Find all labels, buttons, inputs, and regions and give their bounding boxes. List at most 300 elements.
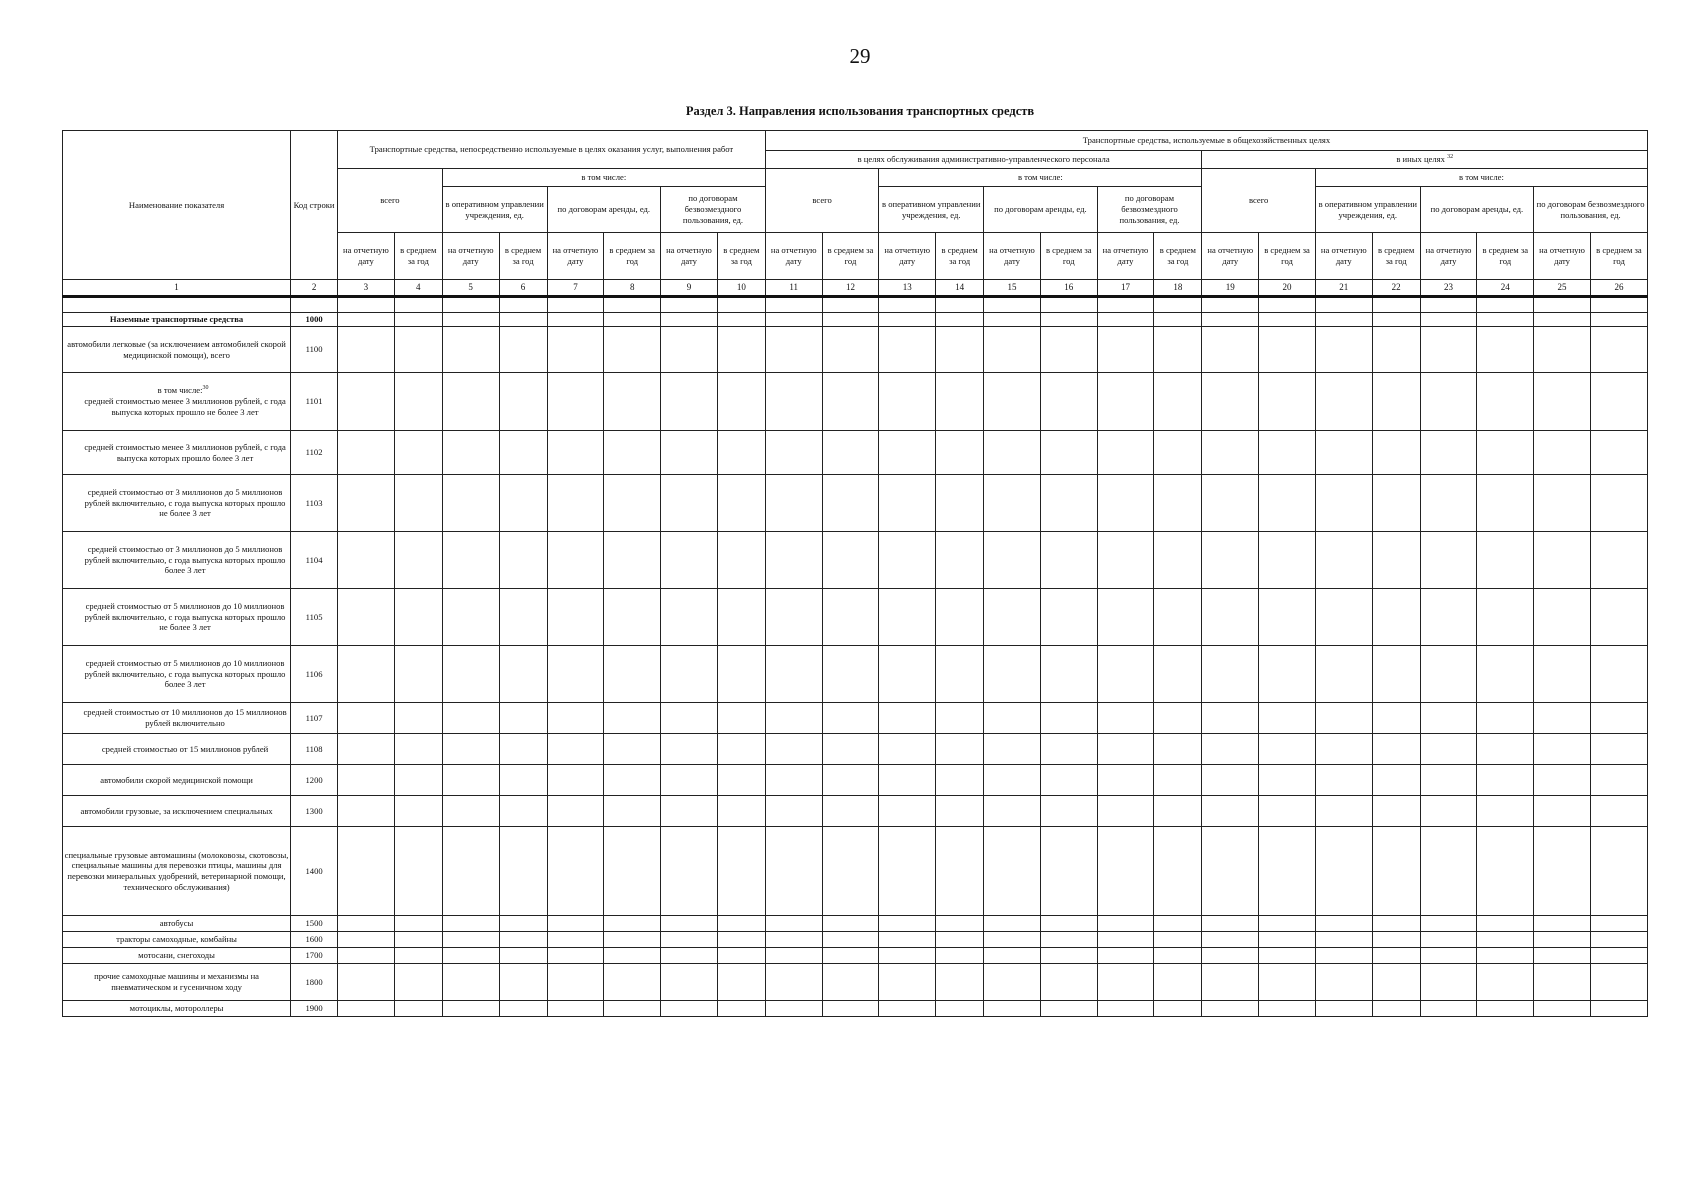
value-cell[interactable] — [1420, 765, 1477, 796]
value-cell[interactable] — [1477, 932, 1534, 948]
value-cell[interactable] — [1315, 327, 1372, 373]
value-cell[interactable] — [1097, 916, 1154, 932]
value-cell[interactable] — [765, 827, 822, 916]
value-cell[interactable] — [879, 703, 936, 734]
value-cell[interactable] — [1040, 734, 1097, 765]
value-cell[interactable] — [661, 703, 718, 734]
value-cell[interactable] — [765, 373, 822, 431]
value-cell[interactable] — [765, 932, 822, 948]
value-cell[interactable] — [1477, 646, 1534, 703]
value-cell[interactable] — [1477, 796, 1534, 827]
value-cell[interactable] — [765, 327, 822, 373]
value-cell[interactable] — [984, 734, 1041, 765]
value-cell[interactable] — [822, 646, 879, 703]
value-cell[interactable] — [338, 646, 395, 703]
value-cell[interactable] — [394, 373, 442, 431]
value-cell[interactable] — [338, 948, 395, 964]
value-cell[interactable] — [984, 589, 1041, 646]
value-cell[interactable] — [499, 827, 547, 916]
value-cell[interactable] — [1420, 1001, 1477, 1017]
value-cell[interactable] — [879, 916, 936, 932]
value-cell[interactable] — [499, 431, 547, 475]
value-cell[interactable] — [984, 1001, 1041, 1017]
value-cell[interactable] — [394, 703, 442, 734]
value-cell[interactable] — [1202, 1001, 1259, 1017]
value-cell[interactable] — [1259, 734, 1316, 765]
value-cell[interactable] — [394, 827, 442, 916]
value-cell[interactable] — [499, 1001, 547, 1017]
value-cell[interactable] — [1372, 373, 1420, 431]
value-cell[interactable] — [1420, 313, 1477, 327]
value-cell[interactable] — [822, 932, 879, 948]
value-cell[interactable] — [1097, 1001, 1154, 1017]
value-cell[interactable] — [604, 532, 661, 589]
value-cell[interactable] — [1097, 532, 1154, 589]
value-cell[interactable] — [1097, 589, 1154, 646]
value-cell[interactable] — [1534, 964, 1591, 1001]
value-cell[interactable] — [1590, 475, 1647, 532]
value-cell[interactable] — [984, 313, 1041, 327]
value-cell[interactable] — [338, 916, 395, 932]
value-cell[interactable] — [984, 796, 1041, 827]
value-cell[interactable] — [604, 703, 661, 734]
value-cell[interactable] — [1477, 532, 1534, 589]
value-cell[interactable] — [442, 932, 499, 948]
value-cell[interactable] — [984, 948, 1041, 964]
value-cell[interactable] — [1372, 532, 1420, 589]
value-cell[interactable] — [661, 1001, 718, 1017]
value-cell[interactable] — [1534, 532, 1591, 589]
value-cell[interactable] — [1097, 703, 1154, 734]
value-cell[interactable] — [1202, 475, 1259, 532]
value-cell[interactable] — [499, 313, 547, 327]
value-cell[interactable] — [394, 475, 442, 532]
value-cell[interactable] — [1590, 313, 1647, 327]
value-cell[interactable] — [936, 964, 984, 1001]
value-cell[interactable] — [338, 827, 395, 916]
value-cell[interactable] — [499, 327, 547, 373]
value-cell[interactable] — [879, 313, 936, 327]
value-cell[interactable] — [661, 827, 718, 916]
value-cell[interactable] — [822, 964, 879, 1001]
value-cell[interactable] — [822, 373, 879, 431]
value-cell[interactable] — [717, 703, 765, 734]
value-cell[interactable] — [547, 589, 604, 646]
value-cell[interactable] — [394, 765, 442, 796]
value-cell[interactable] — [765, 313, 822, 327]
value-cell[interactable] — [1420, 703, 1477, 734]
value-cell[interactable] — [1097, 327, 1154, 373]
value-cell[interactable] — [1590, 964, 1647, 1001]
value-cell[interactable] — [1040, 916, 1097, 932]
value-cell[interactable] — [547, 827, 604, 916]
value-cell[interactable] — [984, 373, 1041, 431]
value-cell[interactable] — [1590, 734, 1647, 765]
value-cell[interactable] — [1534, 703, 1591, 734]
value-cell[interactable] — [394, 646, 442, 703]
value-cell[interactable] — [1154, 932, 1202, 948]
value-cell[interactable] — [879, 827, 936, 916]
value-cell[interactable] — [1040, 646, 1097, 703]
value-cell[interactable] — [1040, 932, 1097, 948]
value-cell[interactable] — [1590, 589, 1647, 646]
value-cell[interactable] — [1590, 796, 1647, 827]
value-cell[interactable] — [1040, 475, 1097, 532]
value-cell[interactable] — [879, 431, 936, 475]
value-cell[interactable] — [1477, 703, 1534, 734]
value-cell[interactable] — [765, 589, 822, 646]
value-cell[interactable] — [1259, 1001, 1316, 1017]
value-cell[interactable] — [1202, 327, 1259, 373]
value-cell[interactable] — [1259, 964, 1316, 1001]
value-cell[interactable] — [822, 327, 879, 373]
value-cell[interactable] — [1154, 734, 1202, 765]
value-cell[interactable] — [765, 1001, 822, 1017]
value-cell[interactable] — [1315, 734, 1372, 765]
value-cell[interactable] — [442, 313, 499, 327]
value-cell[interactable] — [1259, 646, 1316, 703]
value-cell[interactable] — [1420, 916, 1477, 932]
value-cell[interactable] — [984, 765, 1041, 796]
value-cell[interactable] — [1259, 796, 1316, 827]
value-cell[interactable] — [717, 532, 765, 589]
value-cell[interactable] — [1202, 646, 1259, 703]
value-cell[interactable] — [604, 475, 661, 532]
value-cell[interactable] — [717, 1001, 765, 1017]
value-cell[interactable] — [1315, 765, 1372, 796]
value-cell[interactable] — [1315, 964, 1372, 1001]
value-cell[interactable] — [936, 948, 984, 964]
value-cell[interactable] — [499, 373, 547, 431]
value-cell[interactable] — [1420, 827, 1477, 916]
value-cell[interactable] — [442, 948, 499, 964]
value-cell[interactable] — [1154, 646, 1202, 703]
value-cell[interactable] — [1590, 431, 1647, 475]
value-cell[interactable] — [1372, 916, 1420, 932]
value-cell[interactable] — [1477, 431, 1534, 475]
value-cell[interactable] — [394, 734, 442, 765]
value-cell[interactable] — [822, 734, 879, 765]
value-cell[interactable] — [661, 475, 718, 532]
value-cell[interactable] — [338, 964, 395, 1001]
value-cell[interactable] — [1372, 1001, 1420, 1017]
value-cell[interactable] — [1040, 1001, 1097, 1017]
value-cell[interactable] — [936, 589, 984, 646]
value-cell[interactable] — [1202, 734, 1259, 765]
value-cell[interactable] — [1534, 313, 1591, 327]
value-cell[interactable] — [1372, 431, 1420, 475]
value-cell[interactable] — [1534, 646, 1591, 703]
value-cell[interactable] — [1097, 827, 1154, 916]
value-cell[interactable] — [984, 327, 1041, 373]
value-cell[interactable] — [604, 646, 661, 703]
value-cell[interactable] — [547, 796, 604, 827]
value-cell[interactable] — [1420, 932, 1477, 948]
value-cell[interactable] — [1590, 646, 1647, 703]
value-cell[interactable] — [1315, 932, 1372, 948]
value-cell[interactable] — [936, 373, 984, 431]
value-cell[interactable] — [1420, 796, 1477, 827]
value-cell[interactable] — [661, 373, 718, 431]
value-cell[interactable] — [1315, 373, 1372, 431]
value-cell[interactable] — [1040, 327, 1097, 373]
value-cell[interactable] — [661, 327, 718, 373]
value-cell[interactable] — [1534, 796, 1591, 827]
value-cell[interactable] — [717, 475, 765, 532]
value-cell[interactable] — [936, 932, 984, 948]
value-cell[interactable] — [1534, 1001, 1591, 1017]
value-cell[interactable] — [879, 948, 936, 964]
value-cell[interactable] — [765, 431, 822, 475]
value-cell[interactable] — [1477, 475, 1534, 532]
value-cell[interactable] — [936, 475, 984, 532]
value-cell[interactable] — [1372, 765, 1420, 796]
value-cell[interactable] — [1372, 646, 1420, 703]
value-cell[interactable] — [338, 1001, 395, 1017]
value-cell[interactable] — [1040, 765, 1097, 796]
value-cell[interactable] — [499, 703, 547, 734]
value-cell[interactable] — [442, 1001, 499, 1017]
value-cell[interactable] — [1477, 313, 1534, 327]
value-cell[interactable] — [1097, 734, 1154, 765]
value-cell[interactable] — [1477, 1001, 1534, 1017]
value-cell[interactable] — [1154, 765, 1202, 796]
value-cell[interactable] — [1590, 827, 1647, 916]
value-cell[interactable] — [936, 532, 984, 589]
value-cell[interactable] — [1154, 313, 1202, 327]
value-cell[interactable] — [338, 327, 395, 373]
value-cell[interactable] — [1590, 327, 1647, 373]
value-cell[interactable] — [1315, 313, 1372, 327]
value-cell[interactable] — [765, 916, 822, 932]
value-cell[interactable] — [717, 431, 765, 475]
value-cell[interactable] — [1259, 703, 1316, 734]
value-cell[interactable] — [1040, 948, 1097, 964]
value-cell[interactable] — [822, 431, 879, 475]
value-cell[interactable] — [1372, 964, 1420, 1001]
value-cell[interactable] — [984, 532, 1041, 589]
value-cell[interactable] — [936, 916, 984, 932]
value-cell[interactable] — [1590, 703, 1647, 734]
value-cell[interactable] — [1420, 964, 1477, 1001]
value-cell[interactable] — [822, 916, 879, 932]
value-cell[interactable] — [604, 932, 661, 948]
value-cell[interactable] — [936, 827, 984, 916]
value-cell[interactable] — [604, 796, 661, 827]
value-cell[interactable] — [936, 703, 984, 734]
value-cell[interactable] — [1097, 313, 1154, 327]
value-cell[interactable] — [1259, 765, 1316, 796]
value-cell[interactable] — [547, 765, 604, 796]
value-cell[interactable] — [661, 313, 718, 327]
value-cell[interactable] — [717, 734, 765, 765]
value-cell[interactable] — [547, 646, 604, 703]
value-cell[interactable] — [1154, 703, 1202, 734]
value-cell[interactable] — [1420, 948, 1477, 964]
value-cell[interactable] — [1315, 916, 1372, 932]
value-cell[interactable] — [822, 948, 879, 964]
value-cell[interactable] — [604, 734, 661, 765]
value-cell[interactable] — [717, 327, 765, 373]
value-cell[interactable] — [547, 948, 604, 964]
value-cell[interactable] — [547, 932, 604, 948]
value-cell[interactable] — [1315, 796, 1372, 827]
value-cell[interactable] — [1040, 964, 1097, 1001]
value-cell[interactable] — [1420, 734, 1477, 765]
value-cell[interactable] — [547, 313, 604, 327]
value-cell[interactable] — [717, 646, 765, 703]
value-cell[interactable] — [547, 475, 604, 532]
value-cell[interactable] — [1590, 932, 1647, 948]
value-cell[interactable] — [1372, 475, 1420, 532]
value-cell[interactable] — [879, 532, 936, 589]
value-cell[interactable] — [604, 916, 661, 932]
value-cell[interactable] — [394, 327, 442, 373]
value-cell[interactable] — [936, 765, 984, 796]
value-cell[interactable] — [394, 932, 442, 948]
value-cell[interactable] — [1154, 532, 1202, 589]
value-cell[interactable] — [604, 765, 661, 796]
value-cell[interactable] — [822, 765, 879, 796]
value-cell[interactable] — [442, 431, 499, 475]
value-cell[interactable] — [1202, 796, 1259, 827]
value-cell[interactable] — [338, 431, 395, 475]
value-cell[interactable] — [1315, 948, 1372, 964]
value-cell[interactable] — [1590, 948, 1647, 964]
value-cell[interactable] — [1202, 932, 1259, 948]
value-cell[interactable] — [765, 734, 822, 765]
value-cell[interactable] — [1534, 475, 1591, 532]
value-cell[interactable] — [717, 932, 765, 948]
value-cell[interactable] — [1315, 589, 1372, 646]
value-cell[interactable] — [1420, 373, 1477, 431]
value-cell[interactable] — [499, 964, 547, 1001]
value-cell[interactable] — [338, 589, 395, 646]
value-cell[interactable] — [1259, 589, 1316, 646]
value-cell[interactable] — [499, 948, 547, 964]
value-cell[interactable] — [661, 734, 718, 765]
value-cell[interactable] — [1372, 796, 1420, 827]
value-cell[interactable] — [499, 932, 547, 948]
value-cell[interactable] — [1534, 431, 1591, 475]
value-cell[interactable] — [1202, 827, 1259, 916]
value-cell[interactable] — [984, 475, 1041, 532]
value-cell[interactable] — [1259, 827, 1316, 916]
value-cell[interactable] — [394, 431, 442, 475]
value-cell[interactable] — [1202, 532, 1259, 589]
value-cell[interactable] — [1154, 431, 1202, 475]
value-cell[interactable] — [1154, 796, 1202, 827]
value-cell[interactable] — [822, 827, 879, 916]
value-cell[interactable] — [661, 964, 718, 1001]
value-cell[interactable] — [936, 796, 984, 827]
value-cell[interactable] — [936, 313, 984, 327]
value-cell[interactable] — [394, 313, 442, 327]
value-cell[interactable] — [879, 796, 936, 827]
value-cell[interactable] — [1154, 589, 1202, 646]
value-cell[interactable] — [1097, 431, 1154, 475]
value-cell[interactable] — [879, 765, 936, 796]
value-cell[interactable] — [499, 475, 547, 532]
value-cell[interactable] — [1372, 948, 1420, 964]
value-cell[interactable] — [822, 796, 879, 827]
value-cell[interactable] — [661, 796, 718, 827]
value-cell[interactable] — [394, 532, 442, 589]
value-cell[interactable] — [338, 475, 395, 532]
value-cell[interactable] — [822, 313, 879, 327]
value-cell[interactable] — [394, 948, 442, 964]
value-cell[interactable] — [1372, 327, 1420, 373]
value-cell[interactable] — [604, 964, 661, 1001]
value-cell[interactable] — [1202, 964, 1259, 1001]
value-cell[interactable] — [717, 373, 765, 431]
value-cell[interactable] — [1202, 948, 1259, 964]
value-cell[interactable] — [1477, 948, 1534, 964]
value-cell[interactable] — [547, 373, 604, 431]
value-cell[interactable] — [1315, 646, 1372, 703]
value-cell[interactable] — [822, 532, 879, 589]
value-cell[interactable] — [1097, 964, 1154, 1001]
value-cell[interactable] — [1097, 765, 1154, 796]
value-cell[interactable] — [442, 964, 499, 1001]
value-cell[interactable] — [984, 827, 1041, 916]
value-cell[interactable] — [1154, 827, 1202, 916]
value-cell[interactable] — [338, 765, 395, 796]
value-cell[interactable] — [661, 589, 718, 646]
value-cell[interactable] — [1259, 327, 1316, 373]
value-cell[interactable] — [1154, 916, 1202, 932]
value-cell[interactable] — [1372, 589, 1420, 646]
value-cell[interactable] — [1154, 373, 1202, 431]
value-cell[interactable] — [1315, 475, 1372, 532]
value-cell[interactable] — [1202, 765, 1259, 796]
value-cell[interactable] — [604, 948, 661, 964]
value-cell[interactable] — [984, 431, 1041, 475]
value-cell[interactable] — [1040, 703, 1097, 734]
value-cell[interactable] — [442, 532, 499, 589]
value-cell[interactable] — [936, 431, 984, 475]
value-cell[interactable] — [661, 916, 718, 932]
value-cell[interactable] — [822, 475, 879, 532]
value-cell[interactable] — [338, 532, 395, 589]
value-cell[interactable] — [1259, 916, 1316, 932]
value-cell[interactable] — [1259, 532, 1316, 589]
value-cell[interactable] — [499, 916, 547, 932]
value-cell[interactable] — [765, 796, 822, 827]
value-cell[interactable] — [442, 327, 499, 373]
value-cell[interactable] — [499, 532, 547, 589]
value-cell[interactable] — [936, 327, 984, 373]
value-cell[interactable] — [1154, 948, 1202, 964]
value-cell[interactable] — [394, 916, 442, 932]
value-cell[interactable] — [1534, 916, 1591, 932]
value-cell[interactable] — [442, 796, 499, 827]
value-cell[interactable] — [1315, 827, 1372, 916]
value-cell[interactable] — [1040, 589, 1097, 646]
value-cell[interactable] — [661, 948, 718, 964]
value-cell[interactable] — [717, 964, 765, 1001]
value-cell[interactable] — [1040, 796, 1097, 827]
value-cell[interactable] — [717, 765, 765, 796]
value-cell[interactable] — [1040, 431, 1097, 475]
value-cell[interactable] — [1259, 948, 1316, 964]
value-cell[interactable] — [1534, 589, 1591, 646]
value-cell[interactable] — [1259, 932, 1316, 948]
value-cell[interactable] — [499, 796, 547, 827]
value-cell[interactable] — [1477, 734, 1534, 765]
value-cell[interactable] — [1259, 313, 1316, 327]
value-cell[interactable] — [879, 734, 936, 765]
